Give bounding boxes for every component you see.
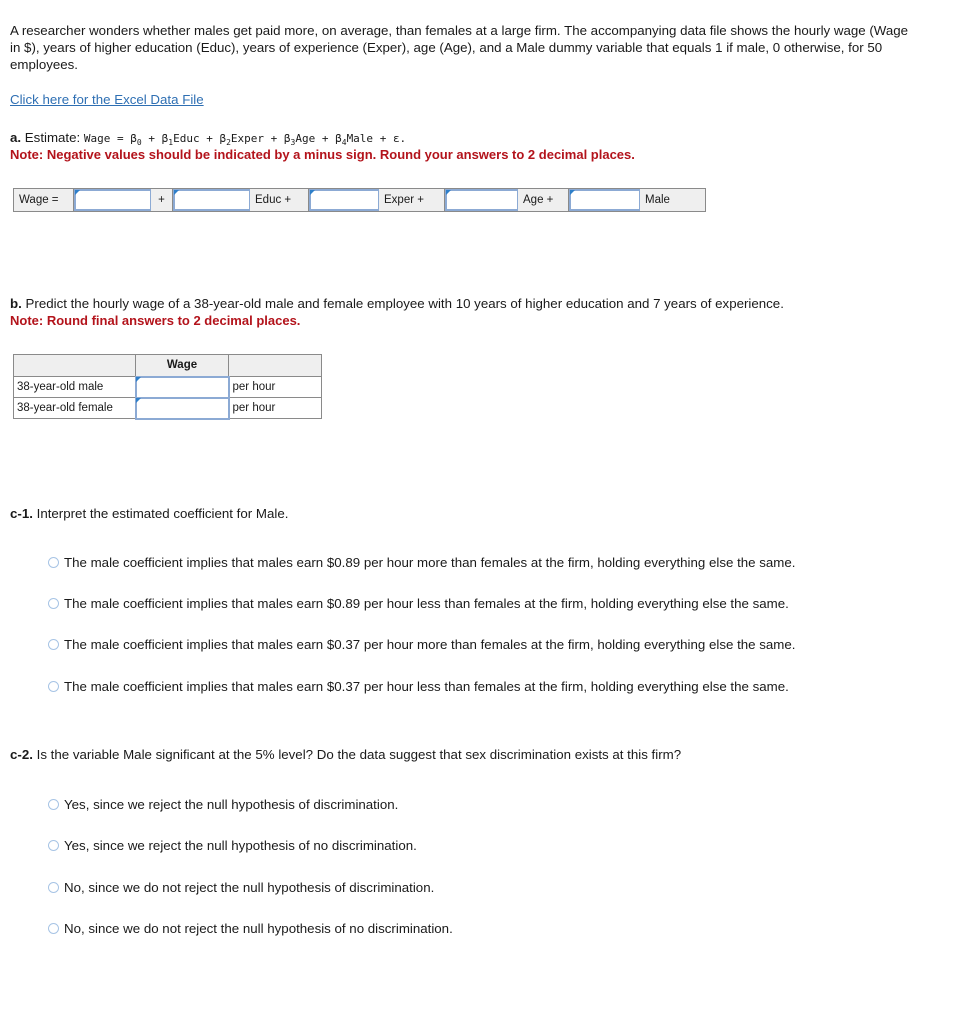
option-label: The male coefficient implies that males earn $0.89 per hour less than females at the firm, holding everything else the same. [64,596,789,611]
option-label: The male coefficient implies that males earn $0.37 per hour more than females at the firm, holding everything else the same. [64,637,796,652]
table-header-row [14,355,322,377]
option-label: Yes, since we reject the null hypothesis of discrimination. [64,797,399,812]
problem-intro: A researcher wonders whether males get paid more, on average, than females at a large firm. The accompanying data file shows the hourly wage (Wage in $), years of higher education (Educ), years of experience (Exper), age (Age), and a Male dummy variable that equals 1 if male, 0 otherwise, for 50 employees. [10,23,909,72]
radio-button[interactable] [48,923,59,934]
part-b-text: Predict the hourly wage of a 38-year-old male and female employee with 10 years of higher education and 7 years of experience. [25,296,784,311]
part-b-label: b. [10,296,22,311]
wage-column-header: Wage [136,355,229,377]
part-a-note: Note: Negative values should be indicated by a minus sign. Round your answers to 2 decimal places. [10,147,635,162]
table-row [14,377,322,398]
part-b-note: Note: Round final answers to 2 decimal places. [10,313,301,328]
c2-option-3[interactable] [48,880,434,895]
radio-button[interactable] [48,882,59,893]
female-wage-input[interactable] [136,398,229,419]
educ-coef-input[interactable] [173,189,250,211]
radio-button[interactable] [48,557,59,568]
part-c1-label: c-1. [10,506,33,521]
option-label: No, since we do not reject the null hypothesis of discrimination. [64,880,435,895]
female-unit-label: per hour [229,398,322,419]
female-row-label: 38-year-old female [14,398,136,419]
part-c2-question [10,746,681,763]
c2-option-1[interactable] [48,797,398,812]
option-label: The male coefficient implies that males earn $0.89 per hour more than females at the firm, holding everything else the same. [64,555,796,570]
intercept-input[interactable] [74,189,151,211]
option-label: The male coefficient implies that males earn $0.37 per hour less than females at the firm, holding everything else the same. [64,679,789,694]
part-a-text: Estimate: [24,130,81,145]
age-label: Age + [518,189,569,211]
wage-label: Wage = [14,189,74,211]
exper-label: Exper + [379,189,445,211]
c1-option-2[interactable] [48,596,789,611]
male-unit-label: per hour [229,377,322,398]
male-coef-input[interactable] [569,189,640,211]
option-label: Yes, since we reject the null hypothesis of no discrimination. [64,838,417,853]
c1-option-3[interactable] [48,637,795,652]
radio-button[interactable] [48,799,59,810]
excel-data-link[interactable]: Click here for the Excel Data File [10,92,204,107]
radio-button[interactable] [48,639,59,650]
c1-option-1[interactable] [48,555,795,570]
radio-button[interactable] [48,598,59,609]
part-a-label: a. [10,130,22,145]
c2-option-4[interactable] [48,921,453,936]
c1-option-4[interactable] [48,679,789,694]
c2-option-2[interactable] [48,838,417,853]
part-c1-text: Interpret the estimated coefficient for Male. [36,506,289,521]
part-c2-text: Is the variable Male significant at the 5% level? Do the data suggest that sex discrimination exists at this firm? [36,747,682,762]
table-corner [14,355,136,377]
wage-prediction-table [13,354,322,420]
exper-coef-input[interactable] [309,189,379,211]
radio-button[interactable] [48,681,59,692]
model-equation: Wage = $\beta_0$ + $\beta_1Educ$ + $\beta_2Exper + \beta_3Age$ + $\beta_4Male + \varepsilon$. [83,132,407,148]
option-label: No, since we do not reject the null hypothesis of no discrimination. [64,921,453,936]
male-row-label: 38-year-old male [14,377,136,398]
radio-button[interactable] [48,840,59,851]
unit-column-header [229,355,322,377]
male-wage-input[interactable] [136,377,229,398]
age-coef-input[interactable] [445,189,518,211]
part-b-question [10,295,784,312]
educ-label: Educ + [250,189,309,211]
regression-equation-row [13,188,706,212]
part-c2-label: c-2. [10,747,33,762]
table-row [14,398,322,419]
plus-label: + [151,189,173,211]
part-c1-question [10,505,288,522]
male-label: Male [640,189,705,211]
